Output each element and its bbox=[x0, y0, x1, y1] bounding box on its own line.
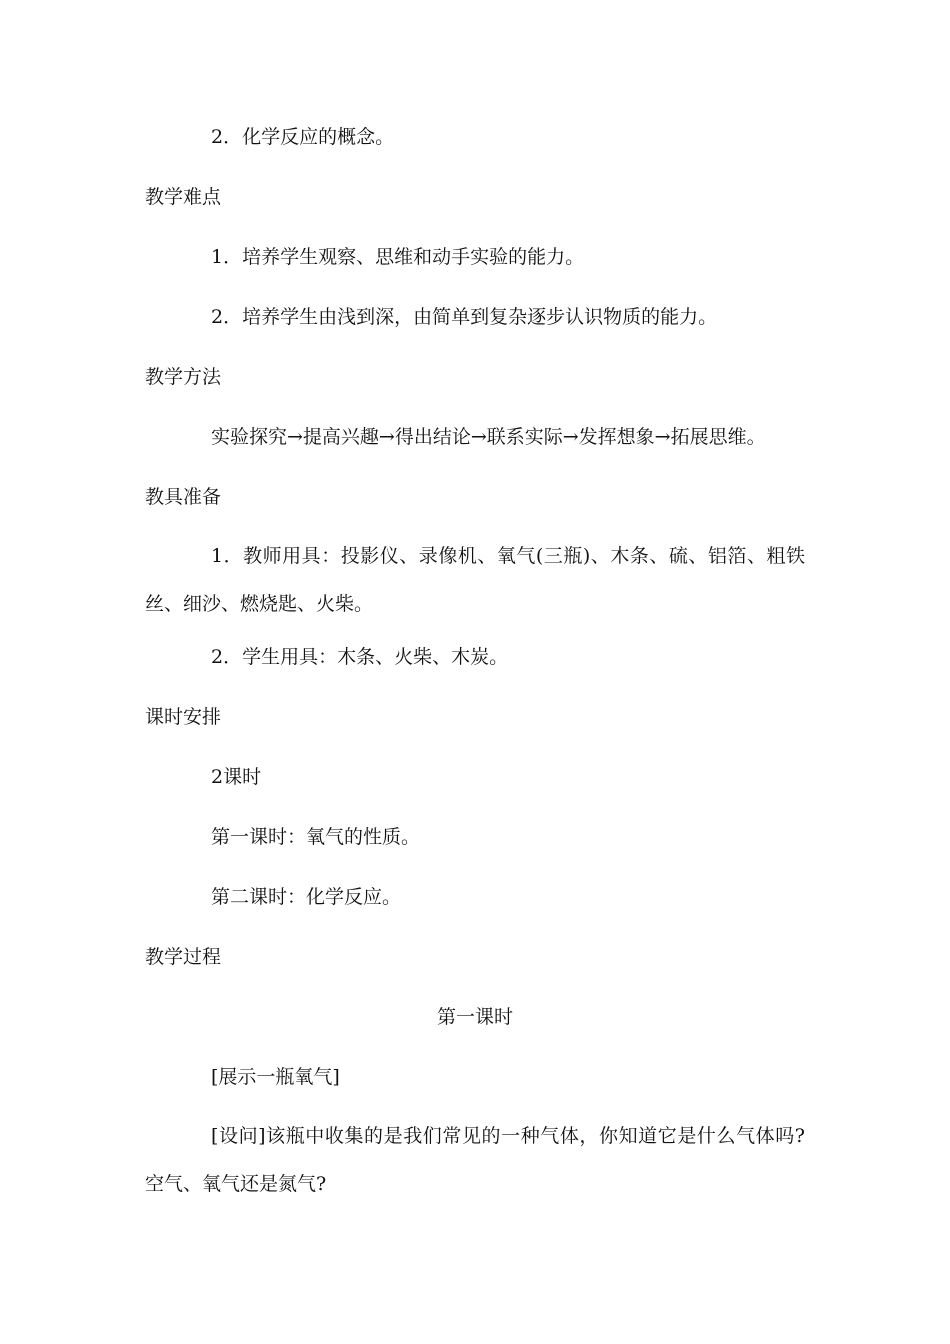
difficulty-item-1: 1．培养学生观察、思维和动手实验的能力。 bbox=[211, 246, 585, 268]
schedule-item-2: 第二课时：化学反应。 bbox=[211, 886, 402, 908]
method-text: 实验探究→提高兴趣→得出结论→联系实际→发挥想象→拓展思维。 bbox=[211, 426, 766, 448]
schedule-heading: 课时安排 bbox=[145, 706, 222, 728]
question-step: [设问]该瓶中收集的是我们常见的一种气体，你知道它是什么气体吗?空气、氧气还是氮气? bbox=[145, 1125, 805, 1195]
difficulty-item-2: 2．培养学生由浅到深，由简单到复杂逐步认识物质的能力。 bbox=[211, 306, 718, 328]
method-heading: 教学方法 bbox=[145, 366, 222, 388]
process-heading: 教学过程 bbox=[145, 946, 222, 968]
equipment-teacher: 1．教师用具：投影仪、录像机、氧气(三瓶)、木条、硫、铝箔、粗铁丝、细沙、燃烧匙、火柴。 bbox=[145, 545, 805, 615]
equipment-heading: 教具准备 bbox=[145, 486, 222, 508]
schedule-item-1: 第一课时：氧气的性质。 bbox=[211, 826, 421, 848]
difficulty-heading: 教学难点 bbox=[145, 186, 222, 208]
lesson-title: 第一课时 bbox=[436, 1006, 513, 1028]
focus-item-2: 2．化学反应的概念。 bbox=[211, 126, 395, 148]
show-step: [展示一瓶氧气] bbox=[211, 1066, 340, 1088]
equipment-student: 2．学生用具：木条、火柴、木炭。 bbox=[211, 646, 509, 668]
schedule-total: 2课时 bbox=[211, 766, 262, 788]
